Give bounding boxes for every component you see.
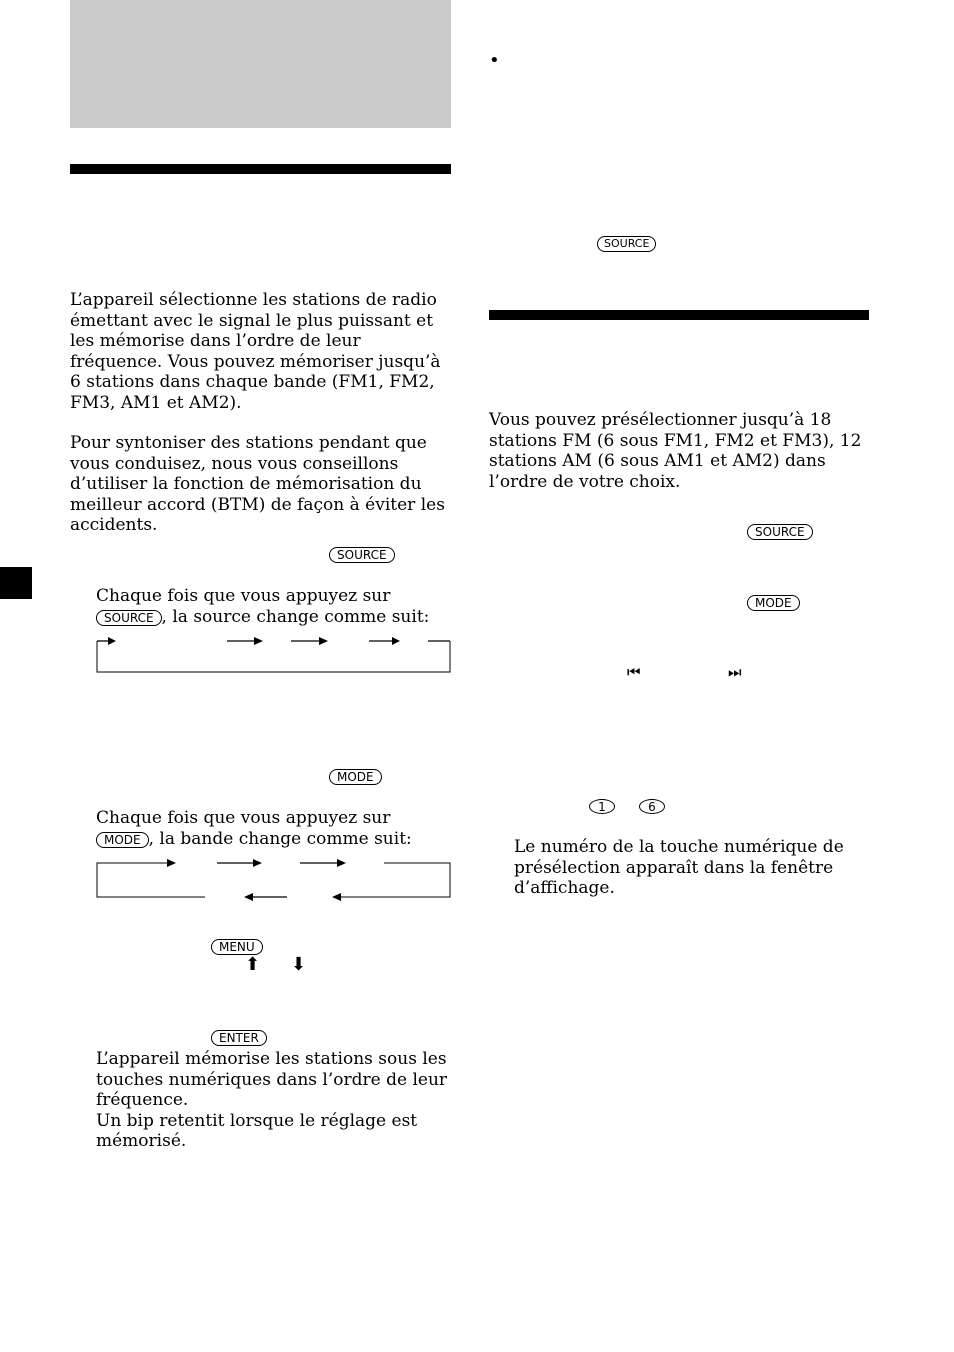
bullet-point: • <box>489 50 500 71</box>
preset-result-line: d’affichage. <box>514 878 615 898</box>
source-key-note: SOURCE <box>597 236 656 252</box>
btm-result-line: mémorisé. <box>96 1131 187 1151</box>
btm-result-line: L’appareil mémorise les stations sous les <box>96 1049 447 1069</box>
mode-key-preset: MODE <box>747 595 800 611</box>
btm-result-line: fréquence. <box>96 1090 189 1110</box>
preset-result-line: présélection apparaît dans la fenêtre <box>514 857 834 878</box>
enter-key: ENTER <box>211 1030 267 1046</box>
safety-paragraph: Pour syntoniser des stations pendant que vous conduisez, nous vous conseillons d’utiliser la fonction de mémorisation du meilleur accord (BTM) de façon à éviter les accidents. <box>70 433 445 535</box>
mode-key-inline: MODE <box>96 832 149 848</box>
preset-paragraph: Vous pouvez présélectionner jusqu’à 18 stations FM (6 sous FM1, FM2 et FM3), 12 stations AM (6 sous AM1 et AM2) dans l’ordre de votre choix. <box>489 410 862 492</box>
source-key-preset: SOURCE <box>747 524 813 540</box>
source-key-inline: SOURCE <box>96 610 162 626</box>
source-note-rest: , la source change comme suit: <box>161 606 430 627</box>
mode-note-rest: , la bande change comme suit: <box>148 828 412 849</box>
number-key-6: 6 <box>639 799 665 814</box>
down-arrow-icon: ⬇ <box>291 954 307 975</box>
source-key: SOURCE <box>329 547 395 563</box>
up-arrow-icon: ⬆ <box>245 954 261 975</box>
seek-back-icon: ⏮ <box>627 663 641 681</box>
preset-result-text <box>514 837 874 899</box>
btm-result-line: Un bip retentit lorsque le réglage est <box>96 1110 418 1131</box>
number-key-1: 1 <box>589 799 615 814</box>
mode-key: MODE <box>329 769 382 785</box>
intro-paragraph: L’appareil sélectionne les stations de radio émettant avec le signal le plus puissant et les mémorise dans l’ordre de leur fréquence. Vous pouvez mémoriser jusqu’à 6 stations dans chaque bande (FM1, FM2, FM3, AM1 et AM2). <box>70 290 441 413</box>
menu-key: MENU <box>211 939 263 955</box>
mode-note-line1: Chaque fois que vous appuyez sur <box>96 808 391 828</box>
seek-forward-icon: ⏭ <box>728 663 742 681</box>
preset-result-line: Le numéro de la touche numérique de <box>514 837 844 857</box>
source-note-line1: Chaque fois que vous appuyez sur <box>96 586 391 606</box>
btm-result-line: touches numériques dans l’ordre de leur <box>96 1069 448 1090</box>
btm-result-text <box>96 1049 456 1152</box>
